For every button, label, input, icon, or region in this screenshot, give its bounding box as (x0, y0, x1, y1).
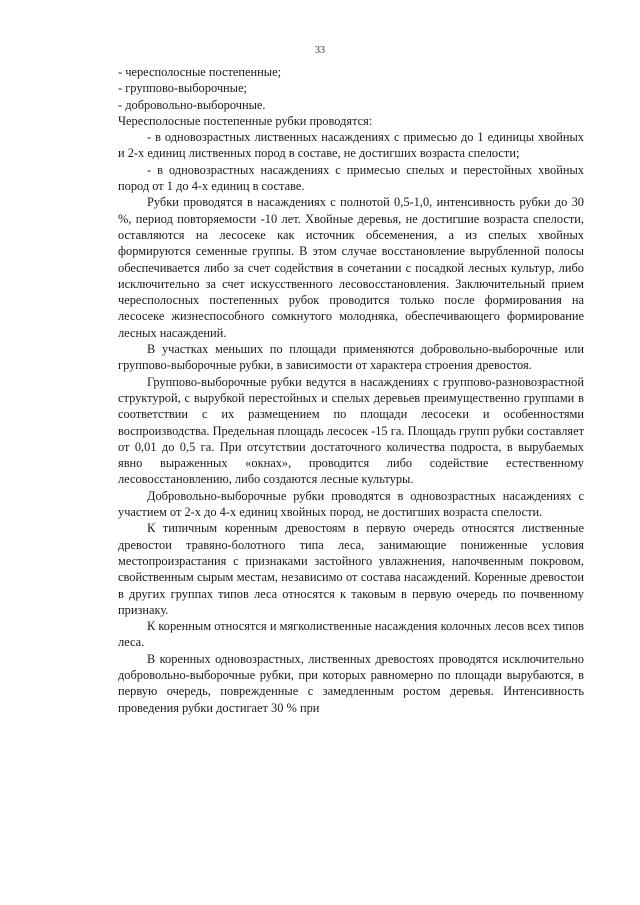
paragraph: В участках меньших по площади применяются добровольно-выборочные или группово-выборочные рубки, в зависимости от характера строения древостоя. (118, 342, 584, 373)
list-item: - добровольно-выборочные. (118, 97, 266, 112)
paragraph: Добровольно-выборочные рубки проводятся в одновозрастных насаждениях с участием от 2-х до 4-х единиц хвойных пород, не достигших возраста спелости. (118, 488, 584, 520)
section-intro: Чересполосные постепенные рубки проводятся: (118, 113, 373, 128)
list-item: - группово-выборочные; (118, 81, 247, 96)
paragraph: Рубки проводятся в насаждениях с полнотой 0,5-1,0, интенсивность рубки до 30 %, период повторяемости -10 лет. Хвойные деревья, не достигшие возраста спелости, оставляются на лесосеке как источник обсеменения, а из спелых хвойных формируются семенные группы. В этом случае восстановление вырубленной полосы обеспечивается либо за счет содействия в сочетании с посадкой лесных культур, либо исключительно за счет искусственного лесовосстановления. Заключительный прием чересполосных постепенных рубок проводится только после формирования на лесосеке жизнеспособного сомкнутого молодняка, обеспечивающего формирование лесных насаждений. (118, 195, 584, 340)
body-text (118, 64, 584, 716)
paragraph: В коренных одновозрастных, лиственных древостоях проводятся исключительно добровольно-выборочные рубки, при которых равномерно по площади вырубаются, в первую очередь, поврежденные с замедленным ростом деревья. Интенсивность проведения рубки достигает 30 % при (118, 651, 584, 715)
paragraph: Группово-выборочные рубки ведутся в насаждениях с группово-разновозрастной структурой, с вырубкой перестойных и спелых деревьев преимущественно группами в соответствии с их размещением по площади лесосеки и особенностями воспроизводства. Предельная площадь лесосек -15 га. Площадь групп рубки составляет от 0,01 до 0,5 га. При отсутствии достаточного количества подроста, в вырубаемых явно выраженных «окнах», проводится либо содействие естественному лесовосстановлению, либо создаются лесные культуры. (118, 374, 584, 487)
paragraph: - в одновозрастных насаждениях с примесью спелых и перестойных хвойных пород от 1 до 4-х единиц в составе. (118, 162, 584, 194)
page-number: 33 (315, 45, 325, 56)
paragraph: К типичным коренным древостоям в первую очередь относятся лиственные древостои травяно-болотного типа леса, занимающие пониженные условия местопроизрастания с признаками застойного увлажнения, напочвенным покровом, свойственным сырым местам, независимо от состава насаждений. Коренные древостои в других группах типов леса относятся к таковым в первую очередь по почвенному признаку. (118, 521, 584, 617)
paragraph: К коренным относятся и мягколиственные насаждения колочных лесов всех типов леса. (118, 619, 584, 650)
paragraph: - в одновозрастных лиственных насаждениях с примесью до 1 единицы хвойных и 2-х единиц лиственных пород в составе, не достигших возраста спелости; (118, 130, 584, 161)
list-item: - чересполосные постепенные; (118, 65, 282, 79)
